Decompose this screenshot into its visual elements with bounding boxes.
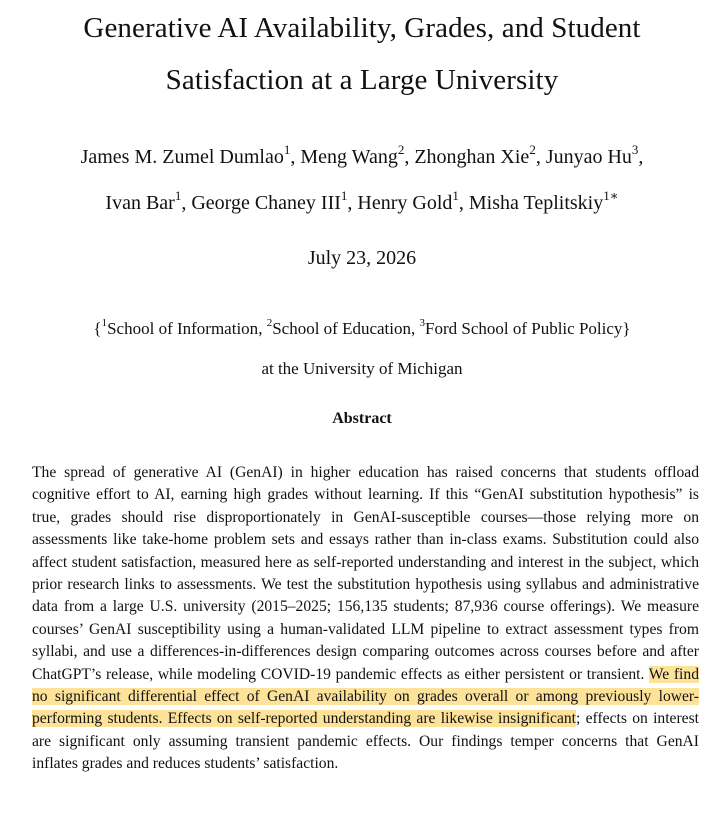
author-separator: , [535, 146, 546, 168]
author-affiliation-mark: 1 [174, 188, 182, 204]
author-name: Ivan Bar [105, 192, 175, 214]
abstract-body [32, 462, 699, 776]
author-line-1 [0, 134, 724, 180]
affiliation-close-brace: } [622, 319, 631, 338]
abstract-heading: Abstract [332, 410, 392, 427]
author-name: Zhonghan Xie [414, 146, 530, 168]
author-separator: , [347, 192, 358, 214]
affiliation-number: 3 [419, 317, 425, 330]
author-name: Henry Gold [357, 192, 453, 214]
author-affiliation-mark: 3 [631, 142, 639, 158]
affiliation-separator: , [258, 319, 267, 338]
author-line-2 [0, 180, 724, 226]
author-affiliation-mark: 1 [283, 142, 291, 158]
author-separator: , [181, 192, 192, 214]
affiliation-number: 2 [266, 317, 273, 330]
abstract-text-end: ; effects on interest are significant only assuming transient pandemic effects. Our findings temper concerns that GenAI inflates grades and reduces students’ satisfaction. [32, 710, 699, 773]
affiliation-name: Ford School of Public Policy [425, 319, 623, 338]
affiliation-open-brace: { [93, 319, 102, 338]
author-affiliation-mark: 2 [397, 142, 405, 158]
affiliation-name: School of Information [107, 319, 259, 338]
author-separator: , [458, 192, 469, 214]
abstract-text: The spread of generative AI (GenAI) in higher education has raised concerns that students offload cognitive effort to AI, earning high grades without learning. If this “GenAI substitution hypothesis” is true, grades should rise disproportionately in GenAI-susceptible courses—those relying more on assessments like take-home problem sets and essays rather than in-class exams. Substitution could also affect student satisfaction, measured here as self-reported understanding and interest in the subject, which prior research links to assessments. We test the substitution hypothesis using syllabus and administrative data from a large U.S. university (2015–2025; 156,135 students; 87,936 course offerings). We measure courses’ GenAI susceptibility using a human-validated LLM pipeline to extract assessment types from syllabi, and use a differences-in-differences design comparing outcomes across courses before and after ChatGPT’s release, while modeling COVID-19 pandemic effects as either persistent or transient. [32, 464, 699, 683]
author-affiliation-mark: 2 [529, 142, 536, 158]
author-separator: , [638, 146, 644, 168]
affiliations-line-1 [0, 309, 724, 349]
affiliation-separator: , [411, 319, 420, 338]
author-affiliation-mark: 1 [340, 188, 348, 204]
paper-title [0, 2, 724, 106]
paper-date: July 23, 2026 [307, 247, 417, 269]
affiliations-line-2: at the University of Michigan [261, 359, 463, 378]
author-name: George Chaney III [191, 192, 341, 214]
author-name: Junyao Hu [545, 146, 632, 168]
affiliations [0, 309, 724, 389]
affiliation-number: 1 [101, 317, 108, 330]
author-affiliation-mark: 1∗ [603, 188, 619, 204]
author-name: James M. Zumel Dumlao [80, 146, 284, 168]
author-separator: , [404, 146, 415, 168]
author-affiliation-mark: 1 [452, 188, 459, 204]
author-name: Meng Wang [300, 146, 398, 168]
title-line-2: Satisfaction at a Large University [165, 64, 559, 96]
affiliation-name: School of Education [272, 319, 411, 338]
author-list [0, 134, 724, 226]
author-separator: , [290, 146, 301, 168]
author-name: Misha Teplitskiy [468, 192, 604, 214]
title-line-1: Generative AI Availability, Grades, and Student [83, 12, 641, 44]
abstract-highlighted-text: We find no significant differential effect of GenAI availability on grades overall or among previously lower-performing students. Effects on self-reported understanding are likewise insignificant [32, 665, 699, 728]
